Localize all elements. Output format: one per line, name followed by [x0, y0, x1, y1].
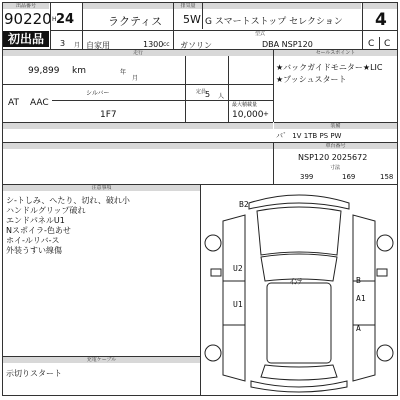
mileage-unit: km [72, 66, 86, 76]
note-2: ハンドルグリップ破れ [6, 206, 86, 215]
seats-label: 定員 [196, 89, 207, 95]
vehicle-diagram [201, 185, 397, 395]
chassis-number: NSP120 2025672 [298, 153, 368, 162]
bottom-note-header: 充電ケーブル [3, 357, 200, 363]
purpose: 自家用 [86, 41, 110, 50]
seats-unit: 人 [218, 93, 225, 100]
lot-label: 出品番号 [3, 3, 49, 9]
grade-code: 5W [183, 13, 201, 26]
dims-label: 寸法 [330, 165, 341, 171]
month-unit: 月 [74, 42, 81, 49]
damage-label-b: B [356, 276, 361, 285]
year-prefix: H [52, 16, 57, 23]
price-unit: + [263, 110, 269, 118]
year-month: 3 [60, 39, 66, 48]
ac-type: AAC [30, 98, 49, 108]
model-header: 型式 [254, 31, 265, 37]
mileage-month: 月 [132, 75, 139, 82]
chassis-header: 車台番号 [274, 143, 397, 149]
score-header [363, 3, 397, 9]
damage-label-u1: U1 [233, 300, 243, 309]
grade: G スマートストップ セレクション [205, 17, 343, 27]
car-name-header [83, 3, 173, 9]
cc: 1300 [143, 40, 164, 49]
equip-code: パ゛ 1V 1TB PS PW [276, 132, 342, 140]
equip-code-header: 装備 [274, 123, 397, 129]
footer-note: 示切りスタート [6, 369, 62, 378]
price-label: 最大積載量 [232, 102, 258, 108]
equipment-item-2: ★プッシュスタート [276, 75, 347, 84]
grade-header [203, 3, 361, 9]
notes-header: 注意事項 [3, 185, 200, 191]
transmission: AT [8, 98, 19, 108]
year: 24 [56, 12, 75, 27]
score: 4 [375, 10, 387, 30]
model-code: DBA NSP120 [262, 40, 313, 49]
damage-label-center: ｲﾝﾃ [290, 277, 302, 286]
damage-label-a1: A1 [356, 294, 366, 303]
width: 169 [342, 173, 356, 181]
note-3: エンドパネルU1 [6, 216, 65, 225]
car-name: ラクティス [108, 15, 163, 28]
note-6: 外装うすい線傷 [6, 246, 62, 255]
height: 158 [380, 173, 394, 181]
color-code: 1F7 [100, 110, 117, 120]
cc-unit: cc [163, 41, 170, 48]
damage-label-u2: U2 [233, 264, 243, 273]
color-label: シルバー [86, 90, 110, 97]
price: 10,000 [232, 110, 264, 120]
mileage-header: 走行 [3, 50, 273, 56]
first-reg-badge: 初出品 [3, 31, 49, 47]
seats: 5 [205, 90, 211, 99]
int-score: C [384, 39, 391, 49]
note-1: シ-トしみ、へたり、切れ、破れ小 [6, 196, 130, 205]
displacement-header: 排気量 [174, 3, 202, 9]
equipment-item-1: ★バックガイドモニター★LIC [276, 63, 383, 72]
damage-label-a: A [356, 324, 361, 333]
mileage-year: 年 [120, 69, 127, 76]
lot-number: 90220 [4, 10, 52, 28]
length: 399 [300, 173, 314, 181]
equipment-header: セールスポイント [274, 50, 397, 56]
ext-score: C [368, 39, 375, 49]
damage-label-b2: B2 [239, 200, 249, 209]
fuel: ガソリン [180, 41, 212, 50]
inspection-header [3, 143, 273, 149]
mileage-value: 99,899 [28, 66, 60, 76]
price-sub-header [3, 123, 273, 129]
note-4: Nスポイラ-色あせ [6, 226, 71, 235]
note-5: ホイ-ルリバ-ス [6, 236, 60, 245]
